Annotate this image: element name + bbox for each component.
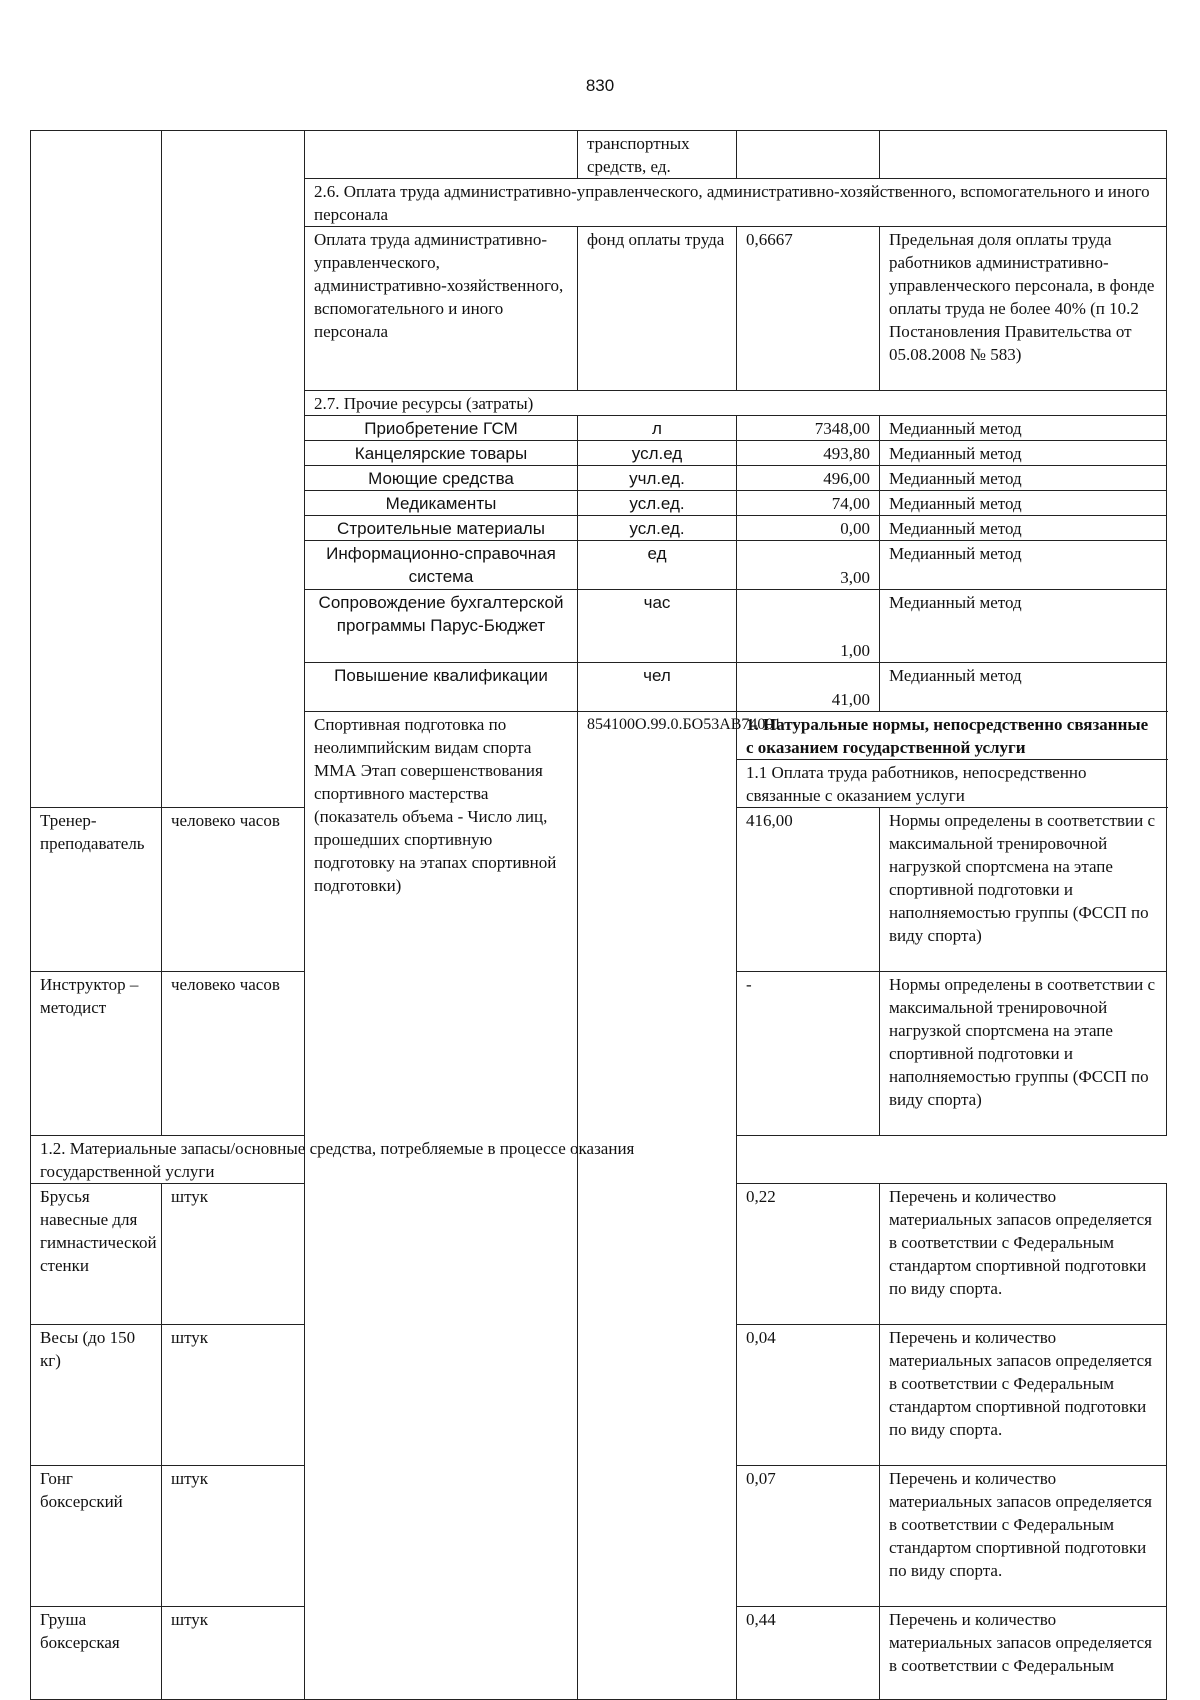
- value-cell: -: [737, 972, 880, 1136]
- empty-cell: [162, 131, 305, 808]
- method-cell: Медианный метод: [880, 491, 1167, 516]
- resource-name: Информационно-справочная система: [305, 541, 578, 590]
- resource-name: Медикаменты: [305, 491, 578, 516]
- note-cell: Нормы определены в соответствии с максимальной тренировочной нагрузкой спортсмена на этапе спортивной подготовки и наполняемостью группы (ФССП по виду спорта): [880, 808, 1167, 972]
- unit-cell: штук: [162, 1607, 305, 1700]
- service-code: 854100О.99.0.БО53АВ74001: [578, 712, 737, 1700]
- note-cell: Перечень и количество материальных запасов определяется в соответствии с Федеральным стандартом спортивной подготовки по виду спорта.: [880, 1466, 1167, 1607]
- note-cell: Перечень и количество материальных запасов определяется в соответствии с Федеральным стандартом спортивной подготовки по виду спорта.: [880, 1325, 1167, 1466]
- table-row: [31, 131, 1167, 179]
- empty-cell: [305, 131, 578, 179]
- value-cell: 0,6667: [737, 227, 880, 391]
- method-cell: Медианный метод: [880, 541, 1167, 590]
- staff-name: Тренер-преподаватель: [31, 808, 162, 972]
- section-title: 2.7. Прочие ресурсы (затраты): [305, 391, 1167, 416]
- unit-cell: человеко часов: [162, 972, 305, 1136]
- unit-cell: фонд оплаты труда: [578, 227, 737, 391]
- method-cell: Медианный метод: [880, 590, 1167, 663]
- section-title: 1.2. Материальные запасы/основные средства, потребляемые в процессе оказания государственной услуги: [31, 1136, 737, 1184]
- resource-name: Повышение квалификации: [305, 663, 578, 712]
- unit-cell: штук: [162, 1466, 305, 1607]
- unit-cell: ед: [578, 541, 737, 590]
- resource-name: Сопровождение бухгалтерской программы Парус-Бюджет: [305, 590, 578, 663]
- note-cell: Перечень и количество материальных запасов определяется в соответствии с Федеральным стандартом спортивной подготовки по виду спорта.: [880, 1184, 1167, 1325]
- note-cell: Нормы определены в соответствии с максимальной тренировочной нагрузкой спортсмена на этапе спортивной подготовки и наполняемостью группы (ФССП по виду спорта): [880, 972, 1167, 1136]
- value-cell: 0,00: [737, 516, 880, 541]
- value-cell: 493,80: [737, 441, 880, 466]
- value-cell: 7348,00: [737, 416, 880, 441]
- unit-cell: чел: [578, 663, 737, 712]
- unit-cell: час: [578, 590, 737, 663]
- section-title: 1.1 Оплата труда работников, непосредственно связанные с оказанием услуги: [737, 760, 1167, 808]
- unit-cell: учл.ед.: [578, 466, 737, 491]
- method-cell: Медианный метод: [880, 416, 1167, 441]
- section-row: [31, 1136, 1167, 1184]
- unit-cell: л: [578, 416, 737, 441]
- value-cell: 0,44: [737, 1607, 880, 1700]
- empty-cell: [31, 131, 162, 808]
- resource-name: Моющие средства: [305, 466, 578, 491]
- unit-cell: человеко часов: [162, 808, 305, 972]
- unit-cell: усл.ед.: [578, 491, 737, 516]
- value-cell: 74,00: [737, 491, 880, 516]
- material-name: Весы (до 150 кг): [31, 1325, 162, 1466]
- empty-cell: [880, 131, 1167, 179]
- resource-name: Строительные материалы: [305, 516, 578, 541]
- unit-cell: усл.ед.: [578, 516, 737, 541]
- section-title: 1. Натуральные нормы, непосредственно связанные с оказанием государственной услуги: [737, 712, 1167, 760]
- value-cell: 3,00: [737, 541, 880, 590]
- note-cell: Предельная доля оплаты труда работников административно-управленческого персонала, в фонде оплаты труда не более 40% (п 10.2 Постановления Правительства от 05.08.2008 № 583): [880, 227, 1167, 391]
- section-title: 2.6. Оплата труда административно-управленческого, административно-хозяйственного, вспомогательного и иного персонала: [305, 179, 1167, 227]
- unit-cell: транспортных средств, ед.: [578, 131, 737, 179]
- value-cell: 0,07: [737, 1466, 880, 1607]
- norms-table: [30, 130, 1167, 1700]
- resource-name: Оплата труда административно-управленческого, административно-хозяйственного, вспомогательного и иного персонала: [305, 227, 578, 391]
- value-cell: 1,00: [737, 590, 880, 663]
- method-cell: Медианный метод: [880, 466, 1167, 491]
- service-name: Спортивная подготовка по неолимпийским видам спорта ММА Этап совершенствования спортивного мастерства (показатель объема - Число лиц, прошедших спортивную подготовку на этапах спортивной подготовки): [305, 712, 578, 1700]
- page-number: 830: [585, 76, 615, 95]
- unit-cell: штук: [162, 1184, 305, 1325]
- material-name: Груша боксерская: [31, 1607, 162, 1700]
- note-cell: Перечень и количество материальных запасов определяется в соответствии с Федеральным: [880, 1607, 1167, 1700]
- resource-name: Приобретение ГСМ: [305, 416, 578, 441]
- method-cell: Медианный метод: [880, 441, 1167, 466]
- value-cell: 496,00: [737, 466, 880, 491]
- value-cell: 41,00: [737, 663, 880, 712]
- value-cell: 416,00: [737, 808, 880, 972]
- material-name: Гонг боксерский: [31, 1466, 162, 1607]
- staff-name: Инструктор – методист: [31, 972, 162, 1136]
- empty-cell: [737, 131, 880, 179]
- unit-cell: штук: [162, 1325, 305, 1466]
- material-name: Брусья навесные для гимнастической стенки: [31, 1184, 162, 1325]
- unit-cell: усл.ед: [578, 441, 737, 466]
- method-cell: Медианный метод: [880, 663, 1167, 712]
- resource-name: Канцелярские товары: [305, 441, 578, 466]
- value-cell: 0,04: [737, 1325, 880, 1466]
- method-cell: Медианный метод: [880, 516, 1167, 541]
- value-cell: 0,22: [737, 1184, 880, 1325]
